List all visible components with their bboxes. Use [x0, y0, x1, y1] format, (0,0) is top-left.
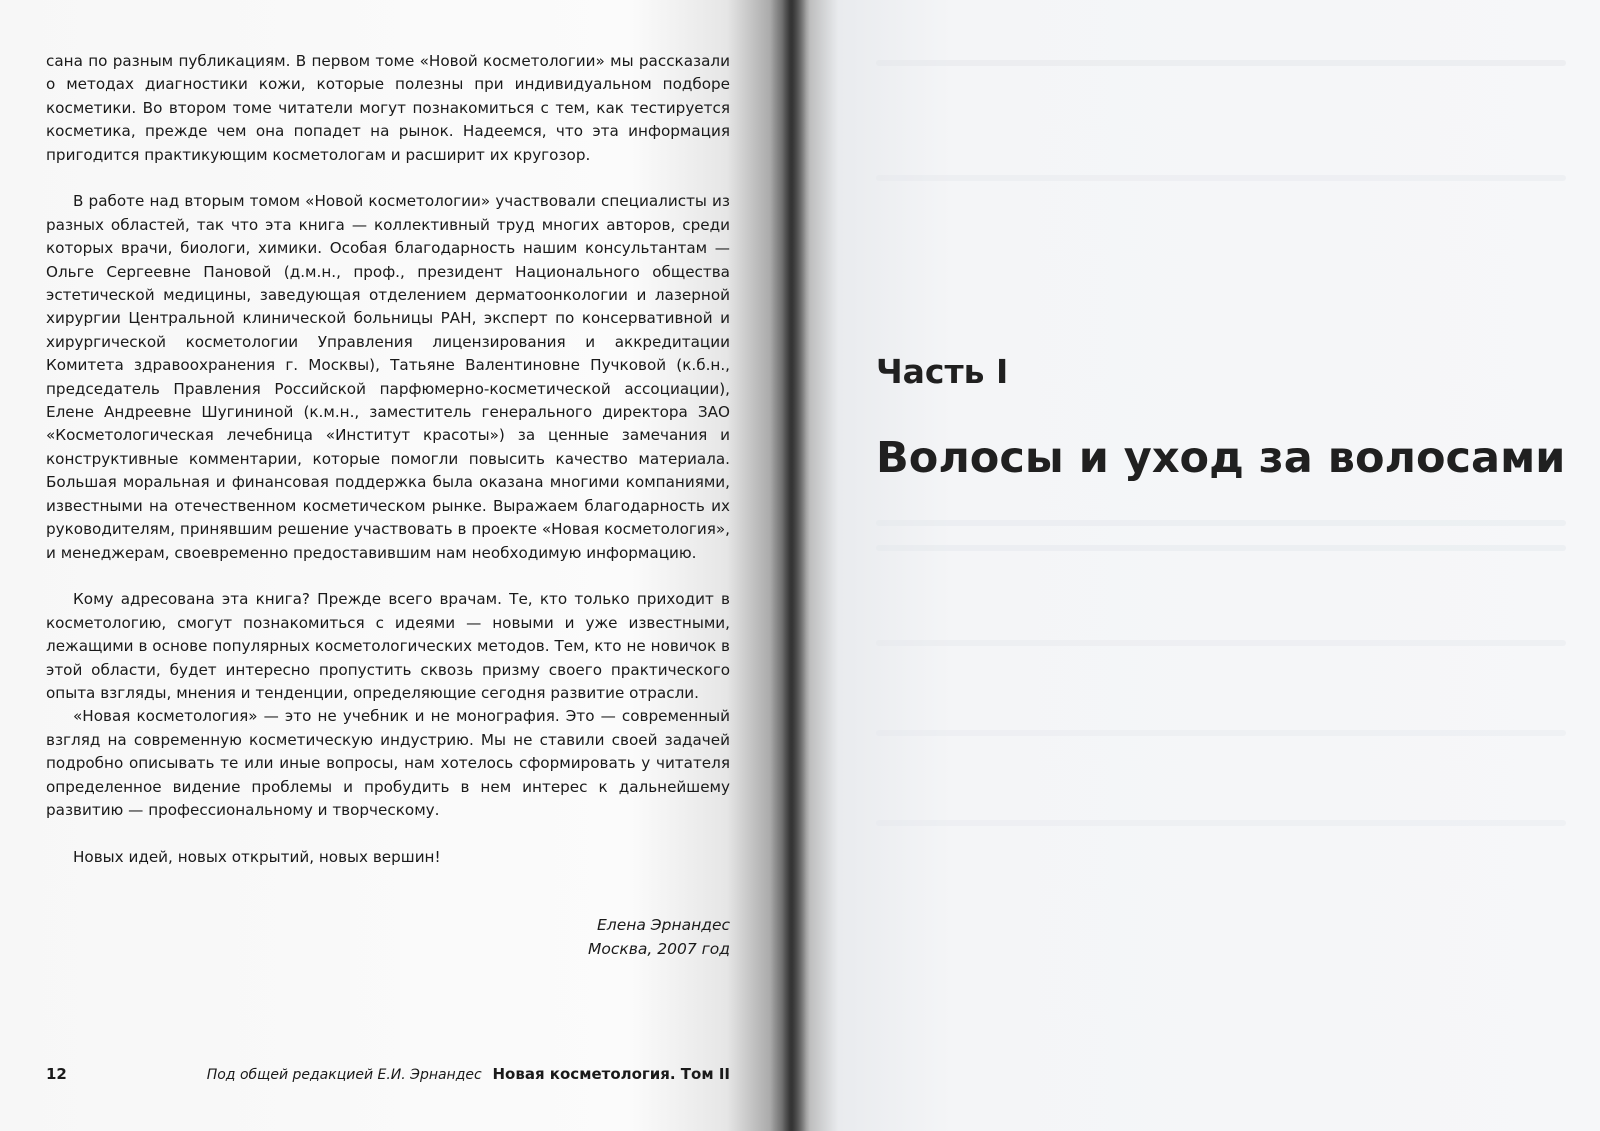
bleed-through — [876, 640, 1566, 646]
paragraph-5: Новых идей, новых открытий, новых вершин! — [73, 847, 441, 866]
signature — [588, 913, 730, 961]
signature-name: Елена Эрнандес — [597, 916, 730, 934]
paragraph-1: сана по разным публикациям. В первом томе «Новой косметологии» мы рассказали о методах диагностики кожи, которые полезны при индивидуальном подборе косметики. Во втором томе читатели могут познакомиться с тем, как тестируется косметика, прежде чем она попадет на рынок. Надеемся, что эта информация пригодится практикующим косметологам и расширит их кругозор. — [46, 52, 730, 164]
bleed-through — [876, 60, 1566, 66]
running-title — [207, 1062, 730, 1087]
signature-place-date: Москва, 2007 год — [588, 940, 730, 958]
book-gutter-shadow — [770, 0, 810, 1131]
bleed-through — [876, 820, 1566, 826]
part-label: Часть I — [876, 352, 1009, 391]
left-page — [0, 0, 790, 1131]
paragraph-2: В работе над вторым томом «Новой косметологии» участвовали специалисты из разных областей, так что эта книга — коллективный труд многих авторов, среди которых врачи, биологи, химики. Особая благодарность нашим консультантам — Ольге Сергеевне Пановой (д.м.н., проф., президент Национального общества эстетической медицины, заведующая отделением дерматоонкологии и лазерной хирургии Центральной клинической больницы РАН, эксперт по консервативной и хирургической косметологии Управления лицензирования и аккредитации Комитета здравоохранения г. Москвы), Татьяне Валентиновне Пучковой (к.б.н., председатель Правления Российской парфюмерно-косметической ассоциации), Елене Андреевне Шугининой (к.м.н., заместитель генерального директора ЗАО «Косметологическая лечебница «Институт красоты») за ценные замечания и конструктивные комментарии, которые помогли повысить качество материала. Большая моральная и финансовая поддержка была оказана многими компаниями, известными на отечественном косметическом рынке. Выражаем благодарность их руководителям, принявшим решение участвовать в проекте «Новая косметология», и менеджерам, своевременно предоставившим нам необходимую информацию. — [46, 192, 730, 562]
paragraph-3: Кому адресована эта книга? Прежде всего врачам. Те, кто только приходит в косметологию, смогут познакомиться с идеями — новыми и уже известными, лежащими в основе популярных косметологических методов. Тем, кто не новичок в этой области, будет интересно пропустить сквозь призму своего практического опыта взгляды, мнения и тенденции, определяющие сегодня развитие отрасли. — [46, 590, 730, 702]
book-title: Новая косметология. Том II — [492, 1065, 730, 1083]
paragraph-4: «Новая косметология» — это не учебник и не монография. Это — современный взгляд на современную косметическую индустрию. Мы не ставили своей задачей подробно описывать те или иные вопросы, нам хотелось сформировать у читателя определенное видение проблемы и пробудить в нем интерес к дальнейшему развитию — профессиональному и творческому. — [46, 707, 730, 819]
right-page — [790, 0, 1600, 1131]
part-title: Волосы и уход за волосами — [876, 433, 1566, 483]
editor-credit: Под общей редакцией Е.И. Эрнандес — [206, 1067, 482, 1083]
preface-text — [46, 50, 730, 869]
bleed-through — [876, 175, 1566, 181]
bleed-through — [876, 730, 1566, 736]
bleed-through — [876, 520, 1566, 526]
bleed-through — [876, 545, 1566, 551]
page-footer — [46, 1062, 730, 1086]
page-number: 12 — [46, 1065, 67, 1083]
